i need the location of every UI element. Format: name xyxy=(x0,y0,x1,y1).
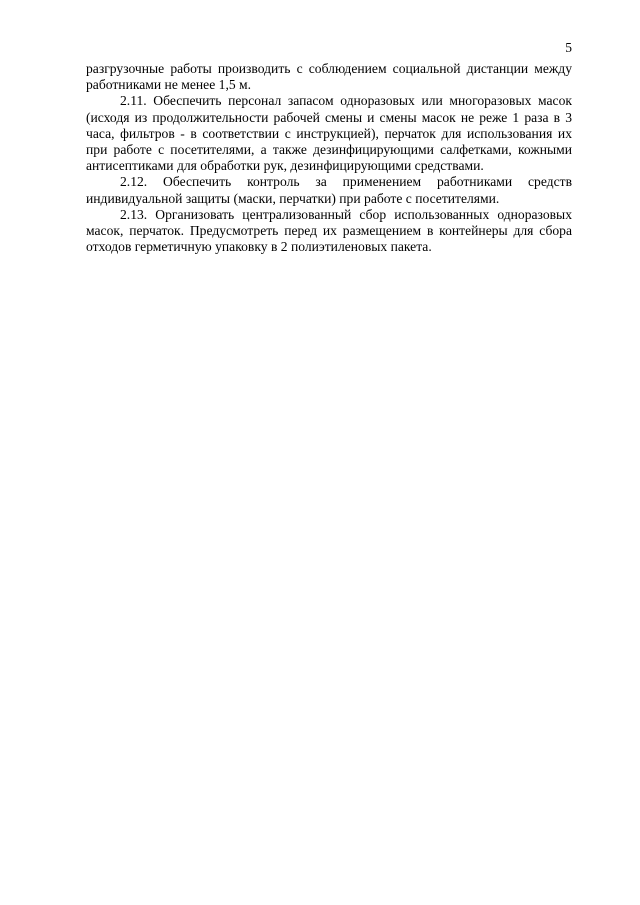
paragraph-continuation: разгрузочные работы производить с соблюдением социальной дистанции между работниками не менее 1,5 м. xyxy=(86,61,572,93)
paragraph-2-13: 2.13. Организовать централизованный сбор использованных одноразовых масок, перчаток. Предусмотреть перед их размещением в контейнеры для сбора отходов герметичную упаковку в 2 полиэтиленовых пакета. xyxy=(86,206,572,255)
document-body xyxy=(86,61,572,255)
paragraph-2-12: 2.12. Обеспечить контроль за применением работниками средств индивидуальной защиты (маски, перчатки) при работе с посетителями. xyxy=(86,174,572,206)
page-number: 5 xyxy=(565,40,572,55)
paragraph-2-11: 2.11. Обеспечить персонал запасом одноразовых или многоразовых масок (исходя из продолжительности рабочей смены и смены масок не реже 1 раза в 3 часа, фильтров - в соответствии с инструкцией), перчаток для использования их при работе с посетителями, а также дезинфицирующими салфетками, кожными антисептиками для обработки рук, дезинфицирующими средствами. xyxy=(86,93,572,174)
